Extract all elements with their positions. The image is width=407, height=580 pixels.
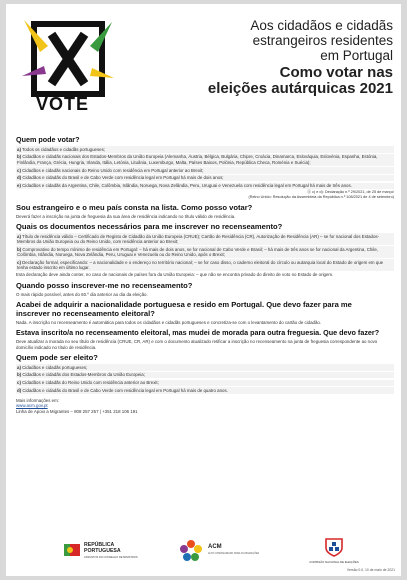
footer-logos [6, 534, 401, 576]
section-documents-title: Quais os documentos necessários para me inscrever no recenseamento? [16, 221, 283, 231]
list-item: a) Todos os cidadãos e cidadãs portugueses; [16, 146, 394, 153]
portugal-flag-icon [64, 542, 80, 558]
section-how-to-vote-text: Deverá fazer a inscrição na junta de freguesia da sua área de residência indicando no título válido de residência. [16, 213, 236, 219]
section-documents-note: Esta declaração deve ainda conter, no caso de nacionais de países fora da União Europeia: – que não se encontra privado do direito de voto no Estado de origem. [16, 272, 334, 278]
section-when-text: O mais rápido possível, antes do 60.º dia anterior ao dia da eleição. [16, 291, 148, 297]
rp-sub: ASSUNTOS DO CONSELHO DE MINISTROS [84, 556, 138, 559]
document-page [6, 4, 401, 576]
list-item: a) Título de residência válido – Certificado de Registo de Cidadão da União Europeia (CRUE); Cartão de Residência (CR), Autorização de Residência (AR) – se for nacional dos Estados-Membros da União Europeia ou do Reino Unido, com residência anterior ao Brexit; [16, 233, 394, 245]
title-line-1: Aos cidadãos e cidadãs [250, 18, 393, 33]
section-address-change-title: Estava inscrito/a no recenseamento eleitoral, mas mudei de morada para outra freguesia. Que devo fazer? [16, 328, 380, 338]
legal-reference-line-1: Ⓐ c) e d): Declaração n.º 29/2021, de 25 de março/ [307, 190, 394, 195]
document-content [16, 132, 394, 414]
section-nationality-text: Nada. A inscrição no recenseamento é automática para todos os cidadãos e cidadãs portugueses e concretiza-se com o levantamento do cartão de cidadão. [16, 319, 322, 325]
cne-name: COMISSÃO NACIONAL DE ELEIÇÕES [309, 560, 359, 564]
section-when-title: Quando posso inscrever-me no recenseamento? [16, 280, 193, 290]
list-item: c) Cidadãos e cidadãs nacionais do Reino Unido com residência em Portugal anterior ao Brexit; [16, 167, 394, 174]
logo-vote-text: VOTE [36, 94, 90, 114]
contact-phone: Linha de Apoio a Migrantes – 808 257 257 | +351 218 106 191 [16, 408, 138, 414]
legal-reference [16, 190, 394, 199]
section-who-can-vote-title: Quem pode votar? [16, 135, 80, 144]
section-nationality-title: Acabei de adquirir a nacionalidade portuguesa e resido em Portugal. Que devo fazer para me inscrever no recenseamento eleitoral? [16, 300, 352, 318]
list-item: c) Cidadãos e cidadãs do Reino Unido com residência anterior ao Brexit; [16, 380, 394, 387]
title-block [123, 18, 393, 97]
list-item: b) Cidadãos e cidadãs nacionais dos Estados-Membros da União Europeia (Alemanha, Áustria, Bélgica, Bulgária, Chipre, Croácia, Dinamarca, Eslováquia, Eslovénia, Espanha, Estónia, Finlândia, França, Grécia, Hungria, Irlanda, Itália, Letónia, Lituânia, Luxemburgo, Malta, Países Baixos, Polónia, República Checa, Roménia e Suécia); [16, 154, 394, 166]
list-item: b) Cidadãos e cidadãs dos Estados-Membros da União Europeia; [16, 372, 394, 379]
list-item: d) Cidadãos e cidadãs do Brasil e de Cabo Verde com residência legal em Portugal há mais de quatro anos. [16, 387, 394, 394]
legal-reference-line-2: (Reino Unido: Resolução da Assembleia da República n.º 108/2021 de 4 de setembro) [248, 194, 394, 199]
list-item: b) Comprovativo do tempo mínimo de residência em Portugal: – há mais de dois anos, se for nacional de Cabo Verde e Brasil; – há mais de três anos se for nacional da Argentina, Chile, Colômbia, Islândia, Noruega, Nova Zelândia, Peru, Uruguai e Venezuela ou do Reino Unido, após o Brexit; [16, 246, 394, 258]
acm-flower-icon [178, 538, 204, 564]
list-item: c) Declaração formal, especificando: – a nacionalidade e o endereço no território nacional; – se for caso disso, o caderno eleitoral do círculo ou autarquia local do Estado de origem em que tenha estado inscrito em último lugar. [16, 259, 394, 271]
subtitle-line-2: eleições autárquicas 2021 [207, 80, 393, 97]
cne-logo [304, 536, 364, 564]
list-item: a) Cidadãos e cidadãs portugueses; [16, 364, 394, 371]
subtitle-line-1: Como votar nas [279, 64, 393, 81]
title-line-2: estrangeiros residentes [252, 33, 393, 48]
rp-name: REPÚBLICA PORTUGUESA [84, 542, 121, 554]
list-item: d) Cidadãos e cidadãs do Brasil e de Cabo Verde com residência legal em Portugal há mais de dois anos; [16, 175, 394, 182]
contact-info [16, 398, 394, 415]
section-who-can-be-elected-title: Quem pode ser eleito? [16, 353, 98, 362]
contact-url-link[interactable]: www.acm.gov.pt [16, 403, 48, 409]
section-address-change-text: Deve atualizar a morada no seu título de residência (CRUE, CR, AR) e com o documento atualizado retificar a inscrição no recenseamento na junta de freguesia correspondente ao novo domicílio indicado no título de residência. [16, 339, 378, 350]
acm-sub: ALTO COMISSARIADO PARA AS MIGRAÇÕES [208, 552, 260, 555]
section-how-to-vote-title: Sou estrangeiro e o meu país consta na lista. Como posso votar? [16, 202, 253, 212]
list-item: e) Cidadãos e cidadãs da Argentina, Chile, Colômbia, Islândia, Noruega, Nova Zelândia, Peru, Uruguai e Venezuela com residência legal em Portugal há mais de três anos. [16, 183, 394, 190]
cne-crest-icon [323, 536, 345, 558]
title-line-3: em Portugal [320, 48, 393, 63]
contact-intro: Mais informações em: [16, 397, 59, 403]
version-text: Versão 0.0, 10 de maio de 2021 [346, 568, 395, 572]
acm-name: ACM [208, 544, 222, 550]
